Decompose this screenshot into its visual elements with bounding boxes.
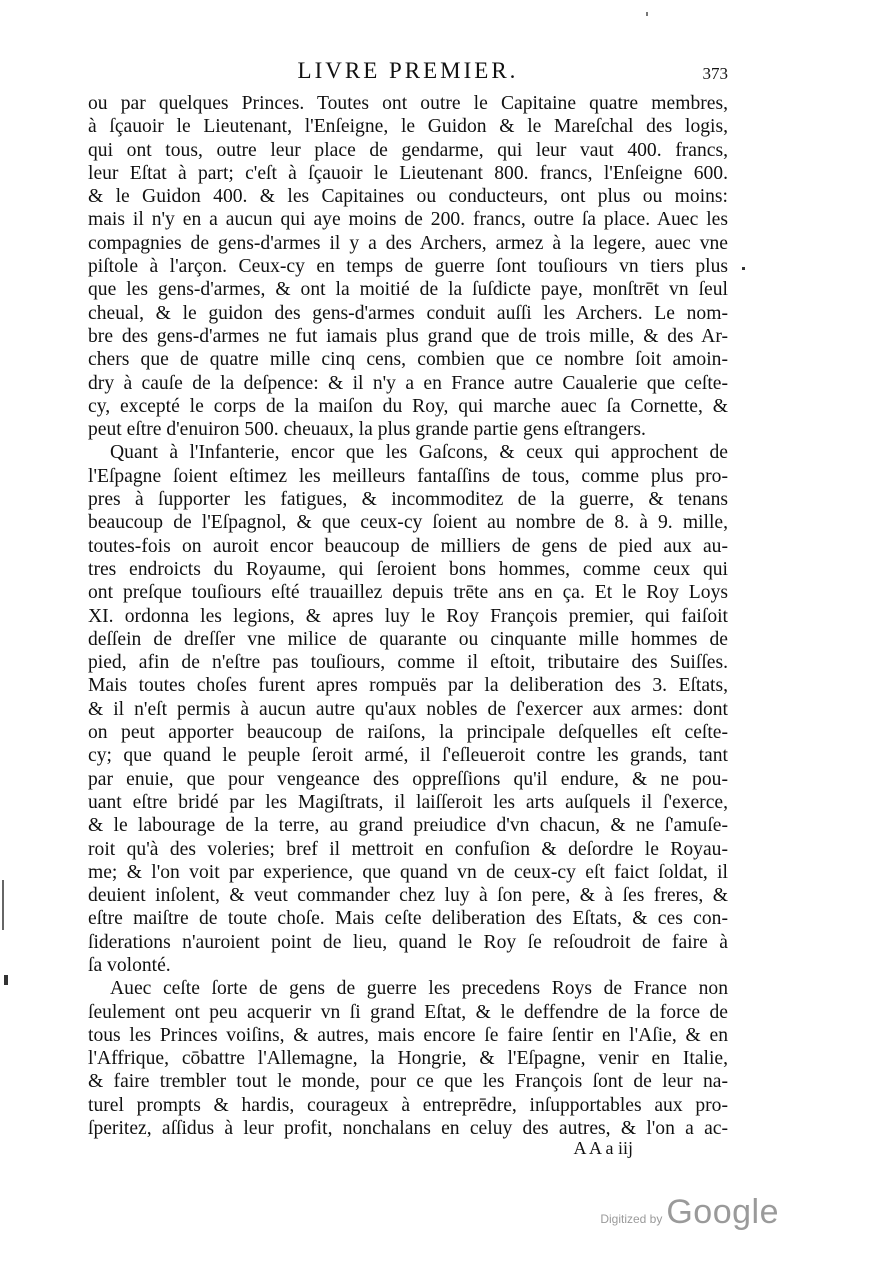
text-line: leur Eſtat à part; c'eſt à ſçauoir le Lieutenant 800. francs, l'Enſeigne 600.	[88, 162, 728, 184]
text-line: peut eſtre d'enuiron 500. cheuaux, la plus grande partie gens eſtrangers.	[88, 419, 646, 441]
margin-speck	[4, 975, 8, 985]
text-line: deuient inſolent, & veut commander chez luy à ſon pere, & à ſes freres, &	[88, 885, 728, 907]
text-line: pres à ſupporter les fatigues, & incommoditez de la guerre, & tenans	[88, 489, 728, 511]
text-line: pied, afin de n'eſtre pas touſiours, comme il eſtoit, tributaire des Suiſſes.	[88, 652, 728, 674]
text-line: XI. ordonna les legions, & apres luy le Roy François premier, qui faiſoit	[88, 605, 728, 627]
text-line: cy, excepté le corps de la maiſon du Roy, qui marche auec ſa Cornette, &	[88, 395, 728, 417]
margin-speck	[646, 12, 648, 16]
text-line: deſſein de dreſſer vne milice de quarante ou cinquante mille hommes de	[88, 628, 728, 650]
text-line: & le Guidon 400. & les Capitaines ou conducteurs, ont plus ou moins:	[88, 186, 728, 208]
text-line: cy; que quand le peuple ſeroit armé, il ſ'eſleueroit contre les grands, tant	[88, 745, 728, 767]
text-line: que les gens-d'armes, & ont la moitié de la ſuſdicte paye, monſtrēt vn ſeul	[88, 279, 728, 301]
text-line: ſiderations n'auroient point de lieu, quand le Roy ſe reſoudroit de faire à	[88, 931, 728, 953]
text-line: Mais toutes choſes furent apres rompuës par la deliberation des 3. Eſtats,	[88, 675, 728, 697]
text-line: on peut apporter beaucoup de raiſons, la principale deſquelles eſt ceſte-	[88, 722, 728, 744]
text-line: ou par quelques Princes. Toutes ont outre le Capitaine quatre membres,	[88, 93, 728, 114]
text-line: chers que de quatre mille cinq cens, combien que ce nombre ſoit amoin-	[88, 349, 728, 371]
text-line: bre des gens-d'armes ne fut iamais plus grand que de trois mille, & des Ar-	[88, 325, 728, 347]
page-number: 373	[702, 64, 728, 83]
text-line: l'Eſpagne ſoient eſtimez les meilleurs fantaſſins de tous, comme plus pro-	[88, 465, 728, 487]
watermark-prefix: Digitized by	[600, 1212, 663, 1226]
digitized-watermark	[600, 1193, 779, 1232]
text-line: me; & l'on voit par experience, que quand vn de ceux-cy eſt faict ſoldat, il	[88, 861, 728, 883]
text-line: dry à cauſe de la deſpence: & il n'y a en France autre Caualerie que ceſte-	[88, 372, 728, 394]
text-line: qui ont tous, outre leur place de gendarme, qui leur vaut 400. francs,	[88, 139, 728, 161]
google-logo: Google	[666, 1193, 779, 1231]
text-line: toutes-fois on auroit encor beaucoup de milliers de gens de pied aux au-	[88, 535, 728, 557]
text-line: ſeulement ont peu acquerir vn ſi grand Eſtat, & le deffendre de la force de	[88, 1001, 728, 1023]
text-line: ſperitez, aſſidus à leur profit, nonchalans en celuy des autres, & l'on a ac-	[88, 1118, 728, 1140]
text-line: uant eſtre bridé par les Magiſtrats, il laiſſeroit les arts auſquels il ſ'exerce,	[88, 791, 728, 813]
text-line: à ſçauoir le Lieutenant, l'Enſeigne, le Guidon & le Mareſchal des logis,	[88, 116, 728, 138]
text-line: Quant à l'Infanterie, encor que les Gaſcons, & ceux qui approchent de	[110, 442, 728, 464]
text-line: l'Affrique, cōbattre l'Allemagne, la Hongrie, & l'Eſpagne, venir en Italie,	[88, 1048, 728, 1070]
text-line: mais il n'y en a aucun qui aye moins de 200. francs, outre ſa place. Auec les	[88, 209, 728, 231]
text-line: & le labourage de la terre, au grand preiudice d'vn chacun, & ne ſ'amuſe-	[88, 815, 728, 837]
text-line: roit qu'à des voleries; bref il mettroit en confuſion & deſordre le Royau-	[88, 838, 728, 860]
body-text	[88, 92, 728, 1140]
text-line: & il n'eſt permis à aucun autre qu'aux nobles de ſ'exercer aux armes: dont	[88, 698, 728, 720]
text-line: par enuie, que pour vengeance des oppreſſions qu'il endure, & ne pou-	[88, 768, 728, 790]
margin-speck	[2, 880, 4, 930]
text-line: cheual, & le guidon des gens-d'armes conduit auſſi les Archers. Le nom-	[88, 302, 728, 324]
text-line: tres endroicts du Royaume, qui ſeroient bons hommes, comme ceux qui	[88, 558, 728, 580]
signature-mark: A A a iij	[573, 1138, 633, 1158]
running-title: LIVRE PREMIER.	[297, 58, 519, 83]
text-line: ſa volonté.	[88, 954, 171, 976]
text-line: piſtole à l'arçon. Ceux-cy en temps de guerre ſont touſiours vn tiers plus	[88, 256, 728, 278]
text-line: ont preſque touſiours eſté trauaillez depuis trēte ans en ça. Et le Roy Loys	[88, 582, 728, 604]
text-line: turel prompts & hardis, courageux à entreprēdre, inſupportables aux pro-	[88, 1094, 728, 1116]
text-line: & faire trembler tout le monde, pour ce que les François ſont de leur na-	[88, 1071, 728, 1093]
text-line: compagnies de gens-d'armes il y a des Archers, armez à la legere, auec vne	[88, 232, 728, 254]
text-line: tous les Princes voiſins, & autres, mais encore ſe faire ſentir en l'Aſie, & en	[88, 1024, 728, 1046]
text-line: beaucoup de l'Eſpagnol, & que ceux-cy ſoient au nombre de 8. à 9. mille,	[88, 512, 728, 534]
text-line: eſtre maiſtre de toute choſe. Mais ceſte deliberation des Eſtats, & ces con-	[88, 908, 728, 930]
margin-speck	[742, 267, 745, 270]
text-line: Auec ceſte ſorte de gens de guerre les precedens Roys de France non	[110, 978, 728, 1000]
page-header	[88, 58, 728, 92]
